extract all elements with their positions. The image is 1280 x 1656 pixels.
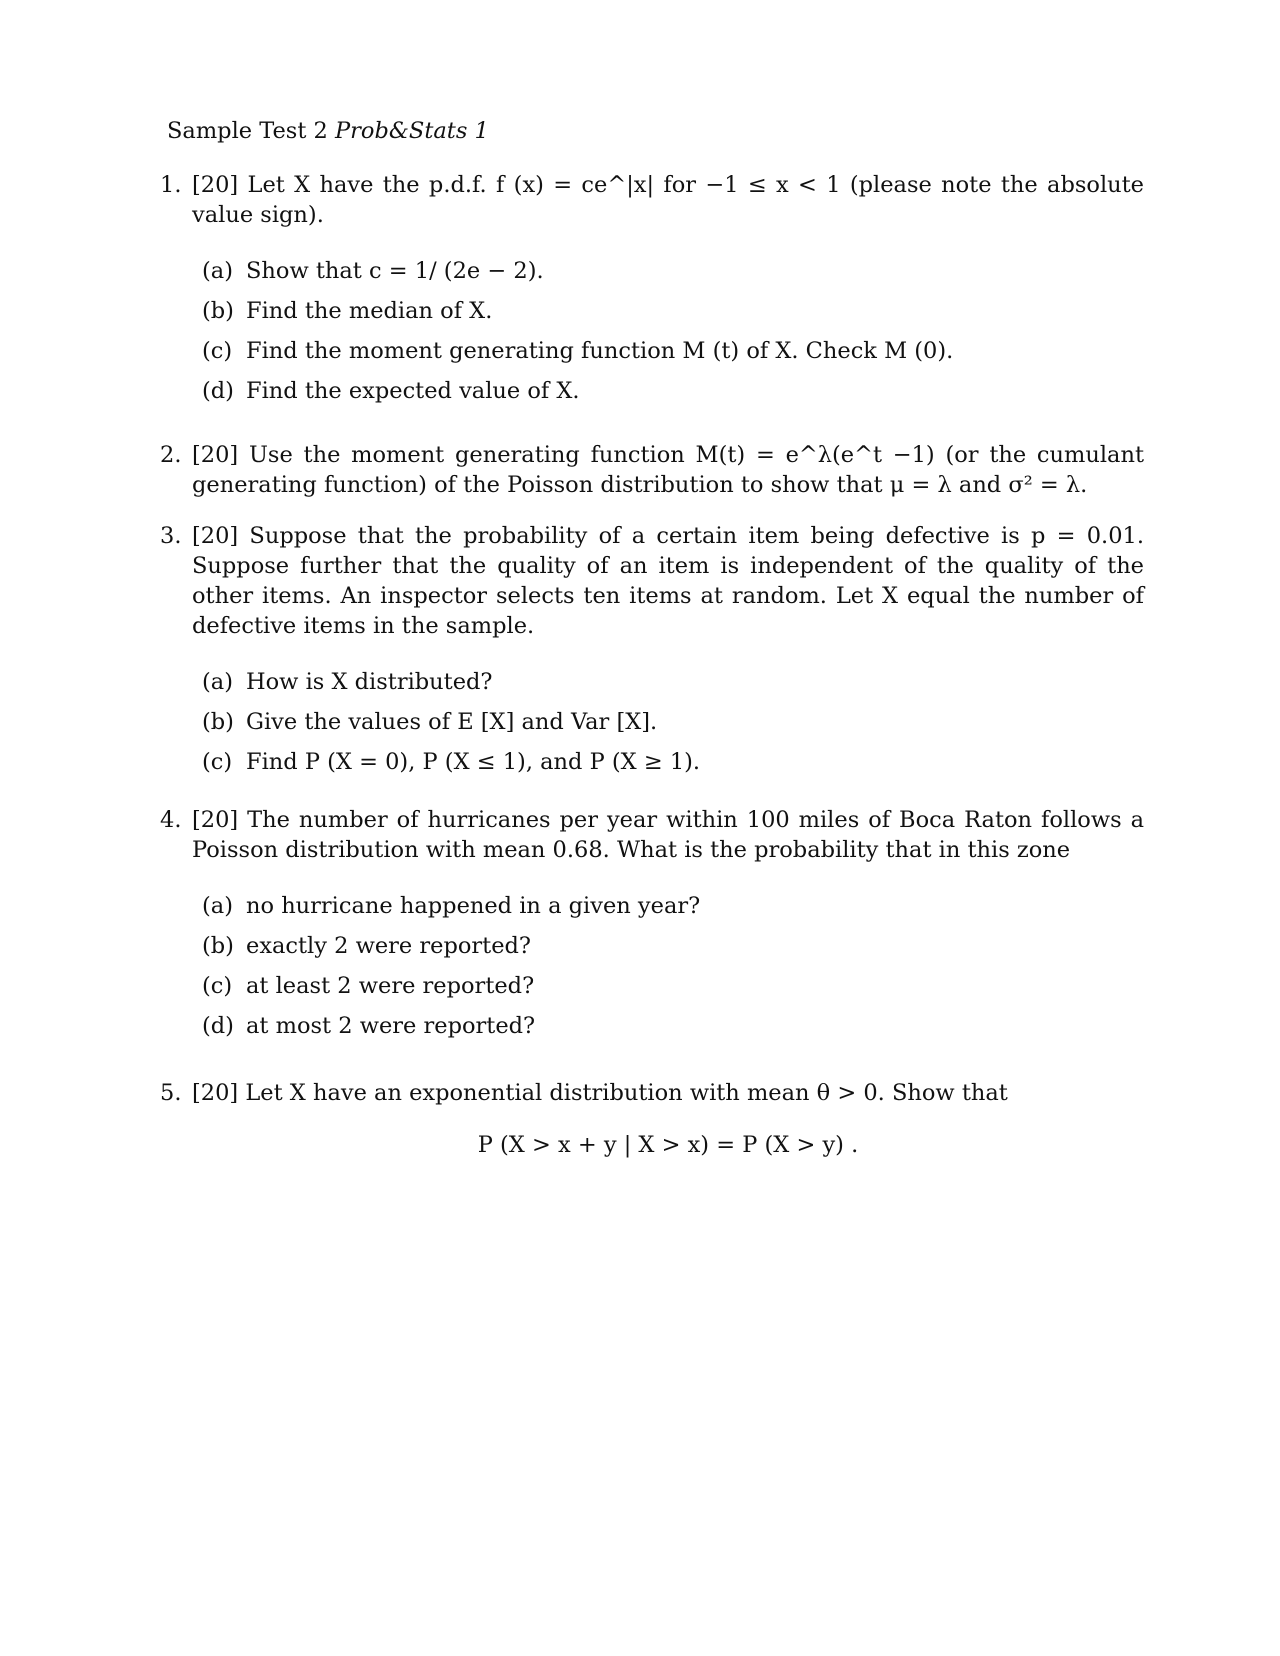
- part-label: (b): [202, 298, 234, 324]
- part-label: (b): [202, 709, 234, 735]
- test-title: Sample Test 2: [167, 118, 328, 144]
- part-text: Find the median of X.: [246, 298, 493, 324]
- part-item: [202, 931, 1144, 971]
- part-text: Show that c = 1/ (2e − 2).: [246, 258, 544, 284]
- problem-statement: [20] Suppose that the probability of a certain item being defective is p = 0.01. Suppose further that the quality of an item is independent of the quality of the other items. An inspector selects ten items at random. Let X equal the number of defective items in the sample.: [192, 523, 1144, 639]
- display-equation: P (X > x + y | X > x) = P (X > y) .: [477, 1132, 859, 1158]
- problem-parts: [202, 256, 1144, 416]
- part-text: Find P (X = 0), P (X ≤ 1), and P (X ≥ 1).: [246, 749, 701, 775]
- part-item: [202, 971, 1144, 1011]
- problem-3: [160, 521, 1144, 787]
- problem-parts: [202, 667, 1144, 787]
- part-item: [202, 707, 1144, 747]
- problem-statement: [20] Let X have the p.d.f. f (x) = ce^|x| for −1 ≤ x < 1 (please note the absolute value sign).: [192, 172, 1144, 228]
- part-label: (a): [202, 258, 233, 284]
- part-item: [202, 747, 1144, 787]
- problem-statement: [20] Use the moment generating function M(t) = e^λ(e^t −1) (or the cumulant generating function) of the Poisson distribution to show that μ = λ and σ² = λ.: [192, 442, 1144, 498]
- part-label: (c): [202, 973, 233, 999]
- problem-parts: [202, 891, 1144, 1051]
- part-text: exactly 2 were reported?: [246, 933, 531, 959]
- problem-5: [160, 1078, 1144, 1160]
- problem-statement: [20] The number of hurricanes per year within 100 miles of Boca Raton follows a Poisson distribution with mean 0.68. What is the probability that in this zone: [192, 807, 1144, 863]
- part-item: [202, 296, 1144, 336]
- part-item: [202, 1011, 1144, 1051]
- part-text: Give the values of E [X] and Var [X].: [246, 709, 658, 735]
- part-text: at most 2 were reported?: [246, 1013, 536, 1039]
- part-label: (d): [202, 378, 234, 404]
- part-text: Find the moment generating function M (t) of X. Check M (0).: [246, 338, 954, 364]
- part-label: (a): [202, 669, 233, 695]
- part-text: no hurricane happened in a given year?: [246, 893, 701, 919]
- part-item: [202, 376, 1144, 416]
- page-header: [167, 116, 489, 146]
- part-label: (a): [202, 893, 233, 919]
- course-name: Prob&Stats 1: [335, 118, 489, 144]
- part-text: How is X distributed?: [246, 669, 493, 695]
- part-label: (d): [202, 1013, 234, 1039]
- part-label: (c): [202, 749, 233, 775]
- part-item: [202, 667, 1144, 707]
- part-text: Find the expected value of X.: [246, 378, 580, 404]
- problem-number: 2.: [160, 442, 182, 468]
- problem-number: 3.: [160, 523, 182, 549]
- problem-number: 1.: [160, 172, 182, 198]
- part-item: [202, 256, 1144, 296]
- problem-1: [160, 170, 1144, 416]
- part-item: [202, 891, 1144, 931]
- problem-number: 4.: [160, 807, 182, 833]
- problem-number: 5.: [160, 1080, 182, 1106]
- part-label: (b): [202, 933, 234, 959]
- problem-2: [160, 440, 1144, 500]
- part-label: (c): [202, 338, 233, 364]
- part-item: [202, 336, 1144, 376]
- problem-statement: [20] Let X have an exponential distribution with mean θ > 0. Show that: [192, 1080, 1008, 1106]
- problem-4: [160, 805, 1144, 1051]
- part-text: at least 2 were reported?: [246, 973, 535, 999]
